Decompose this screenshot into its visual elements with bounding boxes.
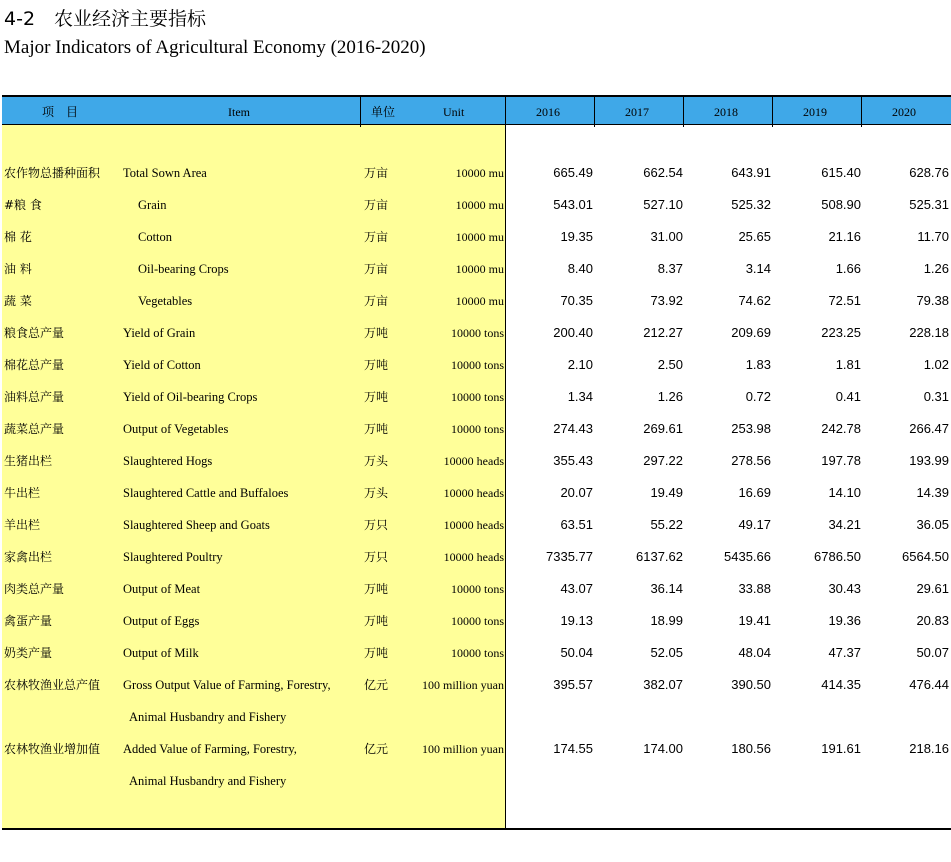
- value-cell: 20.83: [916, 613, 949, 628]
- table-row: [2, 317, 951, 349]
- unit-en: 10000 heads: [443, 518, 504, 532]
- indicator-name-cn: #粮 食: [4, 198, 42, 212]
- value-cell: 33.88: [738, 581, 771, 596]
- value-cell: 36.05: [916, 517, 949, 532]
- value-cell: 19.13: [560, 613, 593, 628]
- table-row-continuation: [2, 701, 951, 733]
- indicator-name-en: Added Value of Farming, Forestry,: [123, 742, 297, 756]
- unit-en: 10000 heads: [443, 454, 504, 468]
- unit-en: 10000 mu: [455, 166, 504, 180]
- unit-en: 10000 tons: [450, 358, 504, 372]
- value-cell: 5435.66: [724, 549, 771, 564]
- indicator-name-cn: 农林牧渔业总产值: [4, 678, 101, 692]
- unit-cn: 亿元: [364, 742, 389, 756]
- indicator-name-cn: 奶类产量: [4, 646, 53, 660]
- value-cell: 615.40: [821, 165, 861, 180]
- value-cell: 228.18: [909, 325, 949, 340]
- indicator-name-en: Total Sown Area: [123, 166, 207, 180]
- value-cell: 14.39: [916, 485, 949, 500]
- unit-en: 10000 tons: [450, 614, 504, 628]
- table-row: [2, 733, 951, 765]
- indicator-name-en-continued: Animal Husbandry and Fishery: [129, 774, 287, 788]
- header-divider: [772, 97, 773, 127]
- indicator-name-cn: 蔬菜总产量: [4, 422, 65, 436]
- value-cell: 6137.62: [636, 549, 683, 564]
- value-cell: 36.14: [650, 581, 683, 596]
- table-row: [2, 541, 951, 573]
- value-cell: 1.26: [923, 261, 949, 276]
- value-cell: 278.56: [731, 453, 771, 468]
- value-cell: 7335.77: [546, 549, 593, 564]
- value-cell: 525.31: [909, 197, 949, 212]
- indicator-name-cn: 牛出栏: [4, 486, 41, 500]
- value-cell: 269.61: [643, 421, 683, 436]
- value-cell: 19.35: [560, 229, 593, 244]
- value-cell: 223.25: [821, 325, 861, 340]
- title-english: Major Indicators of Agricultural Economy (2016-2020): [4, 37, 426, 58]
- header-year: 2020: [892, 105, 916, 119]
- header-item-en: Item: [228, 105, 250, 119]
- value-cell: 191.61: [821, 741, 861, 756]
- value-cell: 50.04: [560, 645, 593, 660]
- indicator-name-cn: 农林牧渔业增加值: [4, 742, 101, 756]
- value-cell: 180.56: [731, 741, 771, 756]
- table-row: [2, 381, 951, 413]
- table-row: [2, 253, 951, 285]
- value-cell: 29.61: [916, 581, 949, 596]
- value-cell: 643.91: [731, 165, 771, 180]
- value-cell: 48.04: [738, 645, 771, 660]
- value-cell: 74.62: [738, 293, 771, 308]
- value-cell: 21.16: [828, 229, 861, 244]
- indicator-name-en: Yield of Grain: [123, 326, 196, 340]
- header-divider: [360, 97, 361, 127]
- value-cell: 25.65: [738, 229, 771, 244]
- value-cell: 0.31: [923, 389, 949, 404]
- value-cell: 200.40: [553, 325, 593, 340]
- indicator-name-cn: 生猪出栏: [4, 454, 53, 468]
- unit-en: 10000 mu: [455, 230, 504, 244]
- value-cell: 2.10: [567, 357, 593, 372]
- value-cell: 1.26: [657, 389, 683, 404]
- value-cell: 20.07: [560, 485, 593, 500]
- table-header: [2, 95, 951, 125]
- indicator-name-cn: 禽蛋产量: [4, 614, 53, 628]
- value-cell: 174.00: [643, 741, 683, 756]
- indicator-name-en: Yield of Cotton: [123, 358, 201, 372]
- header-divider: [594, 97, 595, 127]
- unit-cn: 万只: [364, 518, 389, 532]
- value-cell: 52.05: [650, 645, 683, 660]
- value-cell: 212.27: [643, 325, 683, 340]
- unit-cn: 万吨: [364, 582, 389, 596]
- indicator-name-en: Gross Output Value of Farming, Forestry,: [123, 678, 331, 692]
- value-cell: 16.69: [738, 485, 771, 500]
- value-cell: 355.43: [553, 453, 593, 468]
- unit-en: 10000 tons: [450, 390, 504, 404]
- value-cell: 50.07: [916, 645, 949, 660]
- indicator-name-en: Output of Vegetables: [123, 422, 229, 436]
- value-cell: 19.49: [650, 485, 683, 500]
- value-cell: 628.76: [909, 165, 949, 180]
- header-year: 2018: [714, 105, 738, 119]
- indicator-name-en: Yield of Oil-bearing Crops: [123, 390, 258, 404]
- indicator-table: [2, 95, 951, 830]
- value-cell: 395.57: [553, 677, 593, 692]
- value-cell: 297.22: [643, 453, 683, 468]
- unit-cn: 万亩: [364, 198, 389, 212]
- indicator-name-cn: 棉花总产量: [4, 358, 65, 372]
- header-divider: [505, 97, 506, 127]
- value-cell: 79.38: [916, 293, 949, 308]
- unit-en: 100 million yuan: [422, 678, 504, 692]
- unit-en: 10000 mu: [455, 198, 504, 212]
- unit-en: 10000 heads: [443, 550, 504, 564]
- header-year: 2017: [625, 105, 649, 119]
- indicator-name-cn: 肉类总产量: [4, 582, 65, 596]
- unit-en: 10000 heads: [443, 486, 504, 500]
- table-row: [2, 349, 951, 381]
- indicator-name-cn: 蔬 菜: [4, 294, 32, 308]
- header-unit-en: Unit: [443, 105, 465, 119]
- value-cell: 34.21: [828, 517, 861, 532]
- value-cell: 218.16: [909, 741, 949, 756]
- indicator-name-cn: 家禽出栏: [4, 550, 53, 564]
- unit-cn: 万亩: [364, 230, 389, 244]
- table-row: [2, 221, 951, 253]
- table-row: [2, 285, 951, 317]
- unit-en: 10000 tons: [450, 422, 504, 436]
- value-cell: 662.54: [643, 165, 683, 180]
- value-cell: 30.43: [828, 581, 861, 596]
- header-year: 2019: [803, 105, 827, 119]
- value-cell: 193.99: [909, 453, 949, 468]
- indicator-name-cn: 羊出栏: [4, 518, 41, 532]
- value-cell: 508.90: [821, 197, 861, 212]
- value-cell: 11.70: [917, 229, 949, 244]
- header-year: 2016: [536, 105, 560, 119]
- table-row: [2, 669, 951, 701]
- value-cell: 1.66: [835, 261, 861, 276]
- value-cell: 1.83: [745, 357, 771, 372]
- value-cell: 414.35: [821, 677, 861, 692]
- value-cell: 266.47: [909, 421, 949, 436]
- value-cell: 1.81: [835, 357, 861, 372]
- unit-en: 10000 mu: [455, 262, 504, 276]
- value-cell: 19.41: [738, 613, 771, 628]
- value-cell: 0.72: [745, 389, 771, 404]
- value-cell: 63.51: [560, 517, 593, 532]
- title-chinese: 4-2 农业经济主要指标: [4, 8, 207, 30]
- indicator-name-en: Slaughtered Hogs: [123, 454, 213, 468]
- value-cell: 527.10: [643, 197, 683, 212]
- indicator-name-en: Oil-bearing Crops: [138, 262, 229, 276]
- table-row: [2, 189, 951, 221]
- unit-cn: 万只: [364, 550, 389, 564]
- value-cell: 72.51: [828, 293, 861, 308]
- table-row: [2, 605, 951, 637]
- value-cell: 253.98: [731, 421, 771, 436]
- unit-cn: 万吨: [364, 390, 389, 404]
- unit-en: 100 million yuan: [422, 742, 504, 756]
- table-row: [2, 637, 951, 669]
- value-cell: 0.41: [835, 389, 861, 404]
- value-cell: 543.01: [553, 197, 593, 212]
- table-row: [2, 445, 951, 477]
- value-cell: 3.14: [745, 261, 771, 276]
- indicator-name-cn: 油料总产量: [4, 390, 65, 404]
- unit-cn: 万吨: [364, 646, 389, 660]
- indicator-name-cn: 油 料: [4, 262, 32, 276]
- value-cell: 6786.50: [814, 549, 861, 564]
- unit-cn: 万吨: [364, 326, 389, 340]
- unit-cn: 万吨: [364, 422, 389, 436]
- value-cell: 174.55: [553, 741, 593, 756]
- value-cell: 6564.50: [902, 549, 949, 564]
- value-cell: 476.44: [909, 677, 949, 692]
- table-row-continuation: [2, 765, 951, 797]
- header-item-cn: 项 目: [42, 105, 79, 119]
- value-cell: 43.07: [560, 581, 593, 596]
- unit-cn: 万吨: [364, 614, 389, 628]
- value-cell: 382.07: [643, 677, 683, 692]
- table-bottom-rule: [2, 828, 951, 830]
- value-cell: 665.49: [553, 165, 593, 180]
- indicator-name-cn: 棉 花: [4, 230, 32, 244]
- value-cell: 18.99: [650, 613, 683, 628]
- indicator-name-en: Slaughtered Sheep and Goats: [123, 518, 270, 532]
- indicator-name-en: Grain: [138, 198, 167, 212]
- unit-en: 10000 tons: [450, 326, 504, 340]
- indicator-name-en: Slaughtered Cattle and Buffaloes: [123, 486, 289, 500]
- value-cell: 8.40: [567, 261, 593, 276]
- header-divider: [683, 97, 684, 127]
- value-cell: 2.50: [657, 357, 683, 372]
- unit-cn: 万亩: [364, 166, 389, 180]
- value-cell: 49.17: [738, 517, 771, 532]
- unit-cn: 万亩: [364, 262, 389, 276]
- unit-cn: 万头: [364, 454, 389, 468]
- unit-en: 10000 tons: [450, 582, 504, 596]
- value-cell: 8.37: [657, 261, 683, 276]
- header-unit-cn: 单位: [371, 105, 396, 119]
- indicator-name-en: Output of Meat: [123, 582, 201, 596]
- table-row: [2, 573, 951, 605]
- indicator-name-cn: 粮食总产量: [4, 326, 65, 340]
- indicator-name-cn: 农作物总播种面积: [4, 166, 101, 180]
- indicator-name-en: Slaughtered Poultry: [123, 550, 223, 564]
- value-cell: 525.32: [731, 197, 771, 212]
- value-cell: 242.78: [821, 421, 861, 436]
- value-cell: 209.69: [731, 325, 771, 340]
- value-cell: 1.34: [567, 389, 593, 404]
- value-cell: 47.37: [828, 645, 861, 660]
- value-cell: 14.10: [828, 485, 861, 500]
- unit-cn: 亿元: [364, 678, 389, 692]
- value-cell: 55.22: [650, 517, 683, 532]
- unit-en: 10000 tons: [450, 646, 504, 660]
- value-cell: 274.43: [553, 421, 593, 436]
- table-row: [2, 477, 951, 509]
- unit-en: 10000 mu: [455, 294, 504, 308]
- value-cell: 19.36: [828, 613, 861, 628]
- value-cell: 390.50: [731, 677, 771, 692]
- indicator-name-en-continued: Animal Husbandry and Fishery: [129, 710, 287, 724]
- indicator-name-en: Output of Milk: [123, 646, 199, 660]
- value-cell: 1.02: [923, 357, 949, 372]
- indicator-name-en: Vegetables: [138, 294, 193, 308]
- table-row: [2, 157, 951, 189]
- header-divider: [861, 97, 862, 127]
- unit-cn: 万头: [364, 486, 389, 500]
- value-cell: 31.00: [650, 229, 683, 244]
- unit-cn: 万吨: [364, 358, 389, 372]
- value-cell: 197.78: [821, 453, 861, 468]
- unit-cn: 万亩: [364, 294, 389, 308]
- table-row: [2, 509, 951, 541]
- indicator-name-en: Cotton: [138, 230, 173, 244]
- indicator-name-en: Output of Eggs: [123, 614, 200, 628]
- table-row: [2, 413, 951, 445]
- value-cell: 70.35: [560, 293, 593, 308]
- value-cell: 73.92: [650, 293, 683, 308]
